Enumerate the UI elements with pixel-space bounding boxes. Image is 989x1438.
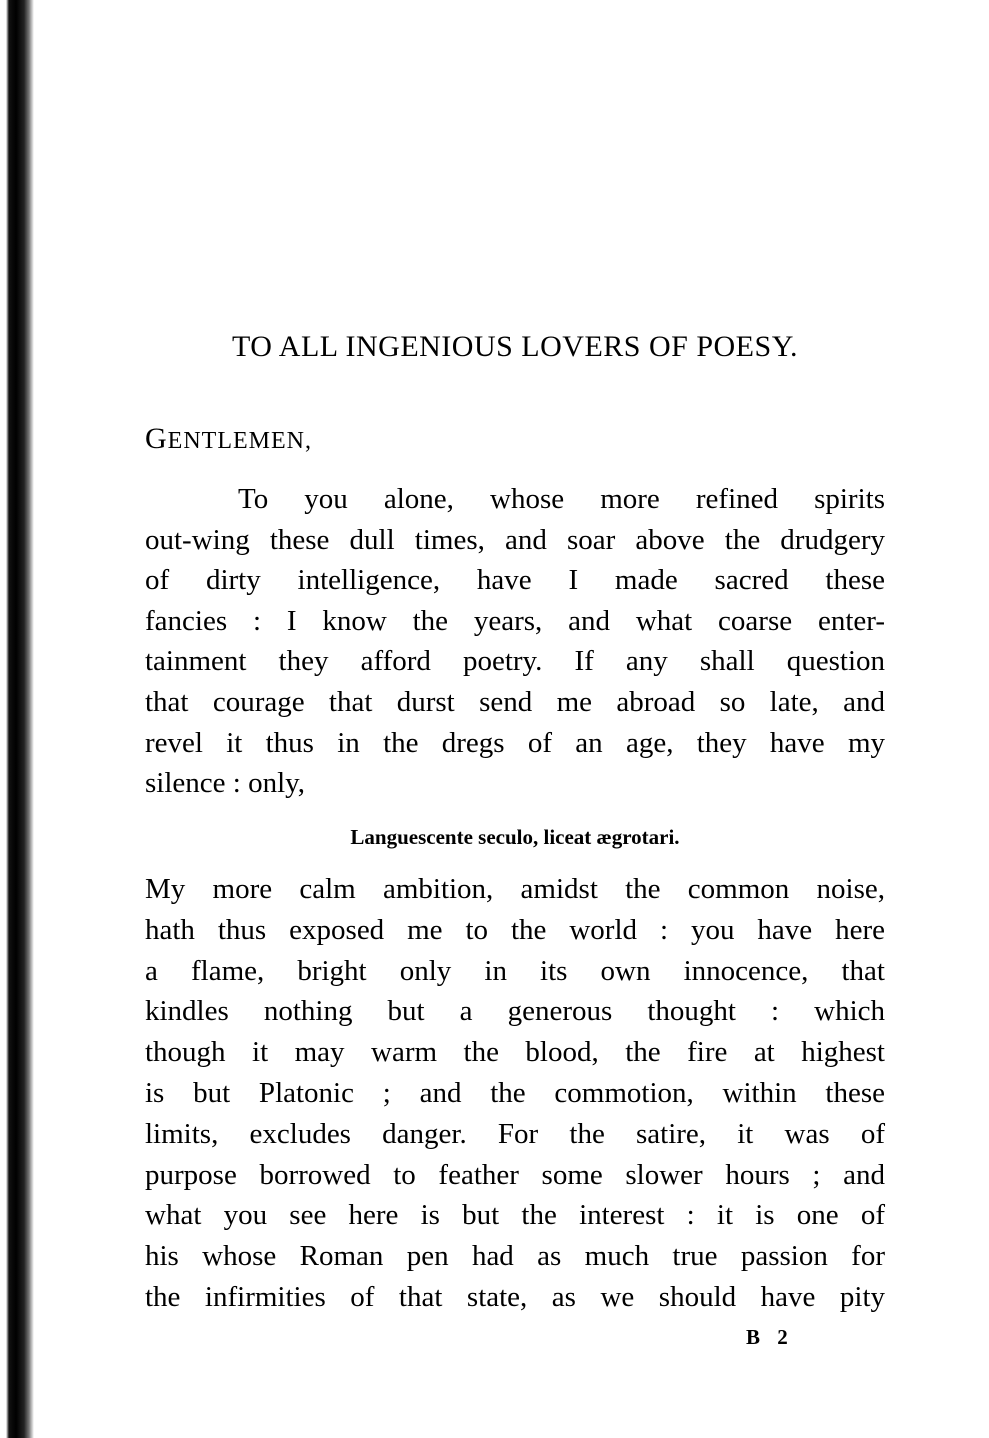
text-line: out-wing these dull times, and soar above the drudgery bbox=[145, 523, 885, 556]
text-line: of dirty intelligence, have I made sacred these bbox=[145, 564, 885, 597]
text-line: is but Platonic ; and the commotion, within these bbox=[145, 1077, 885, 1109]
text-line: hath thus exposed me to the world : you have here bbox=[145, 913, 885, 946]
text-line: limits, excludes danger. For the satire, it was of bbox=[145, 1117, 885, 1150]
text-line: tainment they afford poetry. If any shall question bbox=[145, 645, 885, 678]
latin-quote: Languescente seculo, liceat ægrotari. bbox=[350, 825, 680, 849]
text-line: kindles nothing but a generous thought : which bbox=[145, 995, 885, 1028]
text-line: the infirmities of that state, as we should have pity bbox=[145, 1281, 885, 1313]
text-line: revel it thus in the dregs of an age, they have my bbox=[145, 726, 885, 759]
text-line: To you alone, whose more refined spirits bbox=[238, 483, 885, 515]
text-line: though it may warm the blood, the fire at highest bbox=[145, 1036, 885, 1069]
text-line: what you see here is but the interest : it is one of bbox=[145, 1199, 885, 1232]
text-line: a flame, bright only in its own innocence, that bbox=[145, 954, 885, 987]
page-title: TO ALL INGENIOUS LOVERS OF POESY. bbox=[232, 330, 798, 363]
text-line: silence : only, bbox=[145, 767, 305, 800]
salutation bbox=[145, 422, 312, 456]
text-line: that courage that durst send me abroad so late, and bbox=[145, 686, 885, 718]
signature-mark: B 2 bbox=[746, 1325, 794, 1349]
salutation-initial: G bbox=[145, 422, 168, 455]
text-line: purpose borrowed to feather some slower hours ; and bbox=[145, 1158, 885, 1191]
text-line: fancies : I know the years, and what coarse enter- bbox=[145, 604, 885, 637]
page-binding-edge bbox=[0, 0, 34, 1438]
text-line: his whose Roman pen had as much true passion for bbox=[145, 1240, 885, 1273]
salutation-rest: ENTLEMEN, bbox=[167, 428, 312, 454]
text-line: My more calm ambition, amidst the common noise, bbox=[145, 873, 885, 905]
